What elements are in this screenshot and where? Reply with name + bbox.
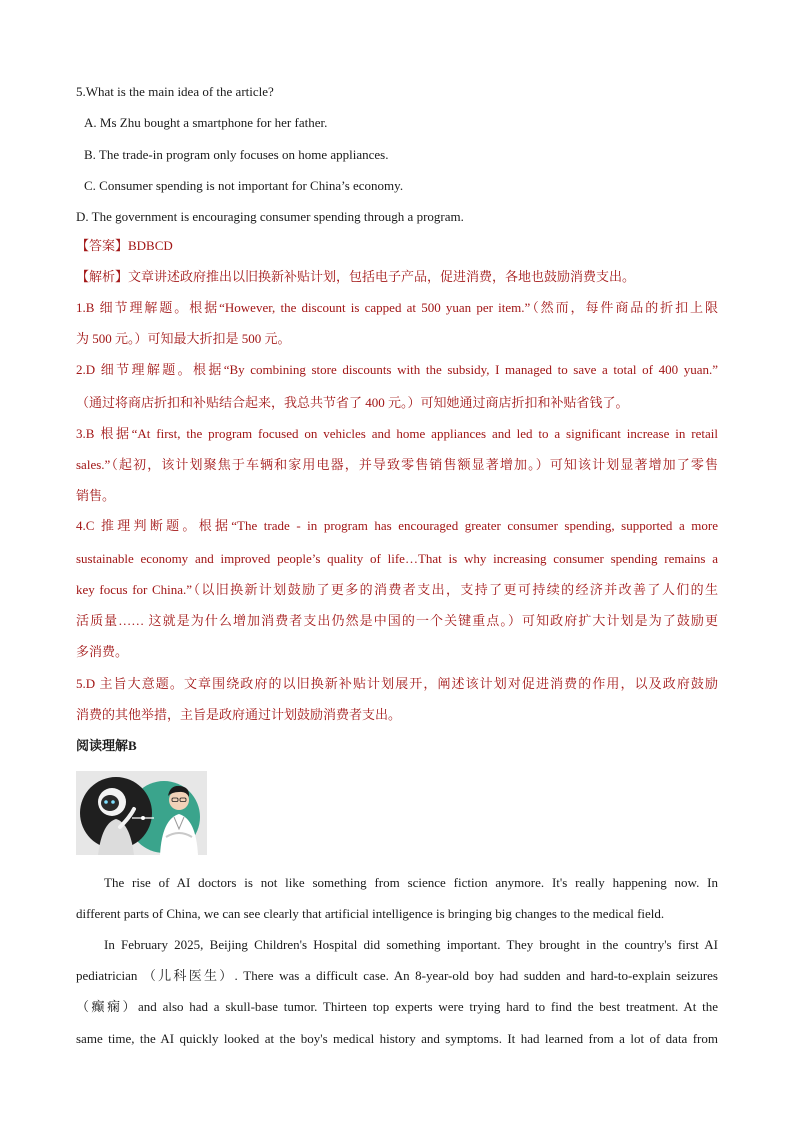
option-a: A. Ms Zhu bought a smartphone for her father. bbox=[84, 115, 328, 130]
option-c: C. Consumer spending is not important for China’s economy. bbox=[84, 178, 404, 193]
ai-doctor-illustration bbox=[76, 771, 207, 855]
option-b: B. The trade-in program only focuses on home appliances. bbox=[84, 147, 389, 162]
passage-p2-line-2: pediatrician （儿科医生）. There was a difficult case. An 8-year-old boy had sudden and hard-to-explain seizures bbox=[76, 968, 718, 983]
passage-p2-line-4: same time, the AI quickly looked at the boy's medical history and symptoms. It had learned from a lot of data from bbox=[76, 1031, 718, 1046]
passage-p2-line-3: （癫痫）and also had a skull-base tumor. Thirteen top experts were trying hard to find the best treatment. At the bbox=[76, 999, 718, 1014]
passage-p1-line-1: The rise of AI doctors is not like something from science fiction anymore. It's really happening now. In bbox=[104, 875, 718, 890]
passage-p2-line-1: In February 2025, Beijing Children's Hospital did something important. They brought in the country's first AI bbox=[104, 937, 718, 952]
explanation-3-line-2: sales.”（起初，该计划聚焦于车辆和家用电器，并导致零售销售额显著增加。）可知该计划显著增加了零售 bbox=[76, 457, 718, 472]
explanation-5-line-1: 5.D 主旨大意题。文章围绕政府的以旧换新补贴计划展开，阐述该计划对促进消费的作用，以及政府鼓励 bbox=[76, 676, 718, 691]
question-5-stem: 5.What is the main idea of the article? bbox=[76, 84, 274, 99]
analysis-intro: 【解析】文章讲述政府推出以旧换新补贴计划，包括电子产品，促进消费，各地也鼓励消费支出。 bbox=[76, 269, 636, 284]
explanation-4-line-5: 多消费。 bbox=[76, 644, 129, 659]
passage-p1-line-2: different parts of China, we can see clearly that artificial intelligence is bringing big changes to the medical field. bbox=[76, 906, 665, 921]
explanation-4-line-2: sustainable economy and improved people’s quality of life…That is why increasing consumer spending remains a bbox=[76, 551, 718, 566]
option-d: D. The government is encouraging consumer spending through a program. bbox=[76, 209, 464, 224]
answer-key: 【答案】BDBCD bbox=[76, 238, 173, 253]
explanation-4-line-3: key focus for China.”（以旧换新计划鼓励了更多的消费者支出，支持了更可持续的经济并改善了人们的生 bbox=[76, 582, 718, 597]
explanation-3-line-1: 3.B 根据“At first, the program focused on vehicles and home appliances and led to a significant increase in retail bbox=[76, 426, 718, 441]
explanation-2-line-2: （通过将商店折扣和补贴结合起来，我总共节省了 400 元。）可知她通过商店折扣和补贴省钱了。 bbox=[76, 395, 629, 410]
explanation-4-line-1: 4.C 推理判断题。根据“The trade - in program has encouraged greater consumer spending, supported a more bbox=[76, 518, 718, 533]
explanation-4-line-4: 活质量…… 这就是为什么增加消费者支出仍然是中国的一个关键重点。）可知政府扩大计划是为了鼓励更 bbox=[76, 613, 718, 628]
explanation-5-line-2: 消费的其他举措，主旨是政府通过计划鼓励消费者支出。 bbox=[76, 707, 402, 722]
explanation-2-line-1: 2.D 细节理解题。根据“By combining store discounts with the subsidy, I managed to save a total of 400 yuan.” bbox=[76, 362, 718, 377]
explanation-3-line-3: 销售。 bbox=[76, 488, 116, 503]
section-heading: 阅读理解B bbox=[76, 738, 137, 753]
explanation-1-line-1: 1.B 细节理解题。根据“However, the discount is capped at 500 yuan per item.”（然而，每件商品的折扣上限 bbox=[76, 300, 718, 315]
explanation-1-line-2: 为 500 元。）可知最大折扣是 500 元。 bbox=[76, 331, 291, 346]
